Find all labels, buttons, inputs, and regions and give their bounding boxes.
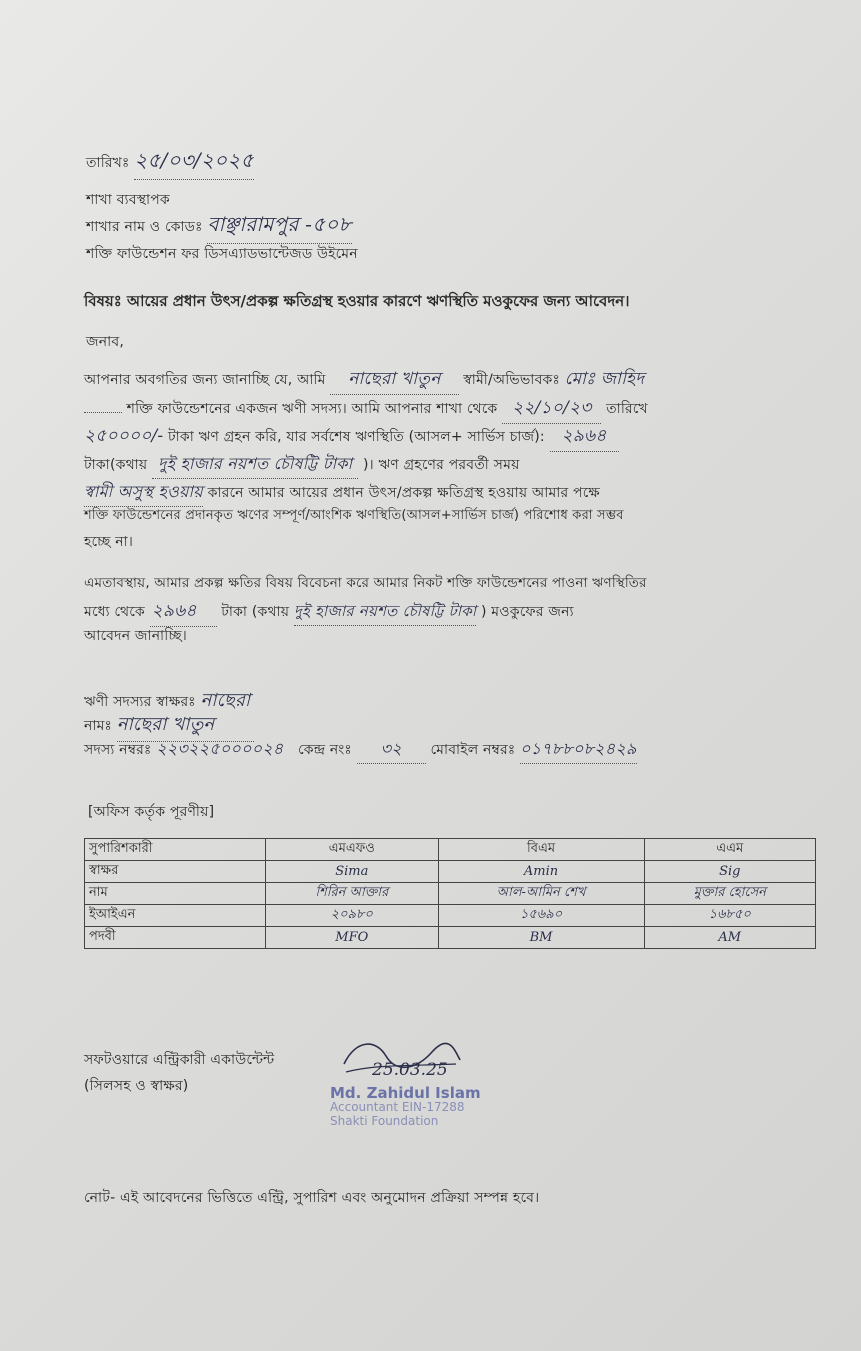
body-text: টাকা(কথায় — [84, 457, 148, 473]
body-line-8: এমতাবস্থায়, আমার প্রকল্প ক্ষতির বিষয় বিবেচনা করে আমার নিকট শক্তি ফাউন্ডেশনের পাওনা ঋণস্থিতির — [84, 575, 647, 591]
body-line-10: আবেদন জানাচ্ছি। — [84, 628, 187, 644]
center-label: কেন্দ্র নংঃ — [298, 742, 352, 758]
member-signature-label: ঋণী সদস্যর স্বাক্ষরঃ — [84, 694, 196, 710]
date-value: ২৫/০৩/২০২৫ — [134, 146, 253, 180]
table-cell: AM — [644, 927, 815, 949]
branch-line — [86, 210, 352, 244]
date-label: তারিখঃ — [86, 155, 130, 171]
row-label: স্বাক্ষর — [85, 861, 266, 883]
stamp-title: Accountant EIN-17288 — [330, 1100, 465, 1114]
body-text: ) মওকুফের জন্য — [480, 604, 574, 620]
salutation: জনাব, — [86, 334, 124, 350]
member-signature: নাছেরা — [200, 690, 251, 711]
balance-amount-field: ২৯৬৪ — [550, 423, 619, 452]
stamp-org: Shakti Foundation — [330, 1114, 439, 1128]
body-line-4 — [84, 451, 520, 479]
table-row — [85, 927, 816, 949]
footer-note: নোট- এই আবেদনের ভিত্তিতে এন্ট্রি, সুপারিশ এবং অনুমোদন প্রক্রিয়া সম্পন্ন হবে। — [84, 1190, 540, 1206]
body-line-5 — [84, 479, 600, 507]
mobile-label: মোবাইল নম্বরঃ — [430, 742, 516, 758]
member-no-label: সদস্য নম্বরঃ — [84, 742, 152, 758]
subject-line: বিষয়ঃ আয়ের প্রধান উৎস/প্রকল্প ক্ষতিগ্রস্থ হওয়ার কারণে ঋণস্থিতি মওকুফের জন্য আবেদন। — [84, 292, 630, 310]
body-text: মধ্যে থেকে — [84, 604, 145, 620]
table-header-row — [85, 839, 816, 861]
table-cell: আল-আমিন শেখ — [438, 883, 644, 905]
row-label: নাম — [85, 883, 266, 905]
body-text: টাকা (কথায় — [221, 604, 290, 620]
body-line-2 — [84, 395, 648, 424]
table-header-cell: এমএফও — [266, 839, 439, 861]
table-header-cell: সুপারিশকারী — [85, 839, 266, 861]
body-text: তারিখে — [606, 401, 648, 417]
body-line-1 — [84, 366, 644, 395]
row-label: ইআইএন — [85, 905, 266, 927]
accountant-stamp — [330, 1086, 481, 1128]
accountant-seal-label: (সিলসহ ও স্বাক্ষর) — [84, 1078, 189, 1094]
loan-date-field: ২২/১০/২৩ — [502, 395, 601, 424]
member-name-label: নামঃ — [84, 718, 113, 734]
table-cell: Sima — [266, 861, 439, 883]
body-text: কারনে আমার আয়ের প্রধান উৎস/প্রকল্প ক্ষতিগ্রস্থ হওয়ায় আমার পক্ষে — [207, 485, 600, 501]
recipient-title: শাখা ব্যবস্থাপক — [86, 192, 170, 208]
balance-words-field: দুই হাজার নয়শত চৌষট্টি টাকা — [152, 451, 358, 479]
member-details-line — [84, 736, 637, 764]
stamp-name: Md. Zahidul Islam — [330, 1084, 481, 1102]
table-cell: ২০৯৮০ — [266, 905, 439, 927]
table-cell: ১৬৮৫০ — [644, 905, 815, 927]
branch-value: বাঞ্ছারামপুর -৫০৮ — [207, 210, 351, 244]
body-text: আপনার অবগতির জন্য জানাচ্ছি যে, আমি — [84, 372, 326, 388]
office-heading: [অফিস কর্তৃক পূরণীয়] — [88, 804, 215, 820]
table-row — [85, 883, 816, 905]
member-name: নাছেরা খাতুন — [117, 710, 255, 742]
waive-words-field: দুই হাজার নয়শত চৌষট্টি টাকা — [294, 600, 476, 626]
table-header-cell: এএম — [644, 839, 815, 861]
body-text: টাকা ঋণ গ্রহন করি, যার সর্বশেষ ঋণস্থিতি (আসল+ সার্ভিস চার্জ): — [168, 429, 545, 445]
member-name-field: নাছেরা খাতুন — [330, 366, 458, 395]
body-line-3 — [84, 423, 619, 452]
guardian-name-field: মোঃ জাহিদ — [564, 369, 645, 389]
body-line-9 — [84, 598, 574, 627]
accountant-sign-date: 25.03.25 — [372, 1060, 448, 1080]
accountant-label: সফটওয়ারে এন্ট্রিকারী একাউন্টেন্ট — [84, 1052, 275, 1068]
cause-field: স্বামী অসুস্থ হওয়ায় — [84, 479, 203, 507]
table-cell: Sig — [644, 861, 815, 883]
date-line — [86, 146, 254, 180]
table-cell: Amin — [438, 861, 644, 883]
body-line-7: হচ্ছে না। — [84, 534, 134, 550]
body-text: শক্তি ফাউন্ডেশনের একজন ঋণী সদস্য। আমি আপনার শাখা থেকে — [126, 401, 498, 417]
table-row — [85, 861, 816, 883]
center-no: ৩২ — [357, 736, 426, 764]
table-cell: মুক্তার হোসেন — [644, 883, 815, 905]
table-header-cell: বিএম — [438, 839, 644, 861]
body-text: স্বামী/অভিভাবকঃ — [463, 372, 561, 388]
table-cell: BM — [438, 927, 644, 949]
branch-label: শাখার নাম ও কোডঃ — [86, 219, 203, 235]
table-row — [85, 905, 816, 927]
office-approval-table — [84, 838, 816, 949]
loan-amount-field: ২৫০০০০/- — [84, 426, 164, 446]
org-name: শক্তি ফাউন্ডেশন ফর ডিসএ্যাডভান্টেজড উইমেন — [86, 246, 358, 262]
body-text: )। ঋণ গ্রহণের পরবর্তী সময় — [363, 457, 520, 473]
member-no: ২২৩২২৫০০০০২৪ — [156, 739, 284, 758]
row-label: পদবী — [85, 927, 266, 949]
waive-amount-field: ২৯৬৪ — [150, 598, 217, 627]
table-cell: MFO — [266, 927, 439, 949]
body-line-6: শক্তি ফাউন্ডেশনের প্রদানকৃত ঋণের সম্পূর্ণ/আংশিক ঋণস্থিতি(আসল+সার্ভিস চার্জ) পরিশোধ করা সম্ভব — [84, 508, 624, 523]
mobile-no: ০১৭৮৮০৮২৪২৯ — [520, 736, 637, 764]
table-cell: ১৫৬৯০ — [438, 905, 644, 927]
table-cell: শিরিন আক্তার — [266, 883, 439, 905]
